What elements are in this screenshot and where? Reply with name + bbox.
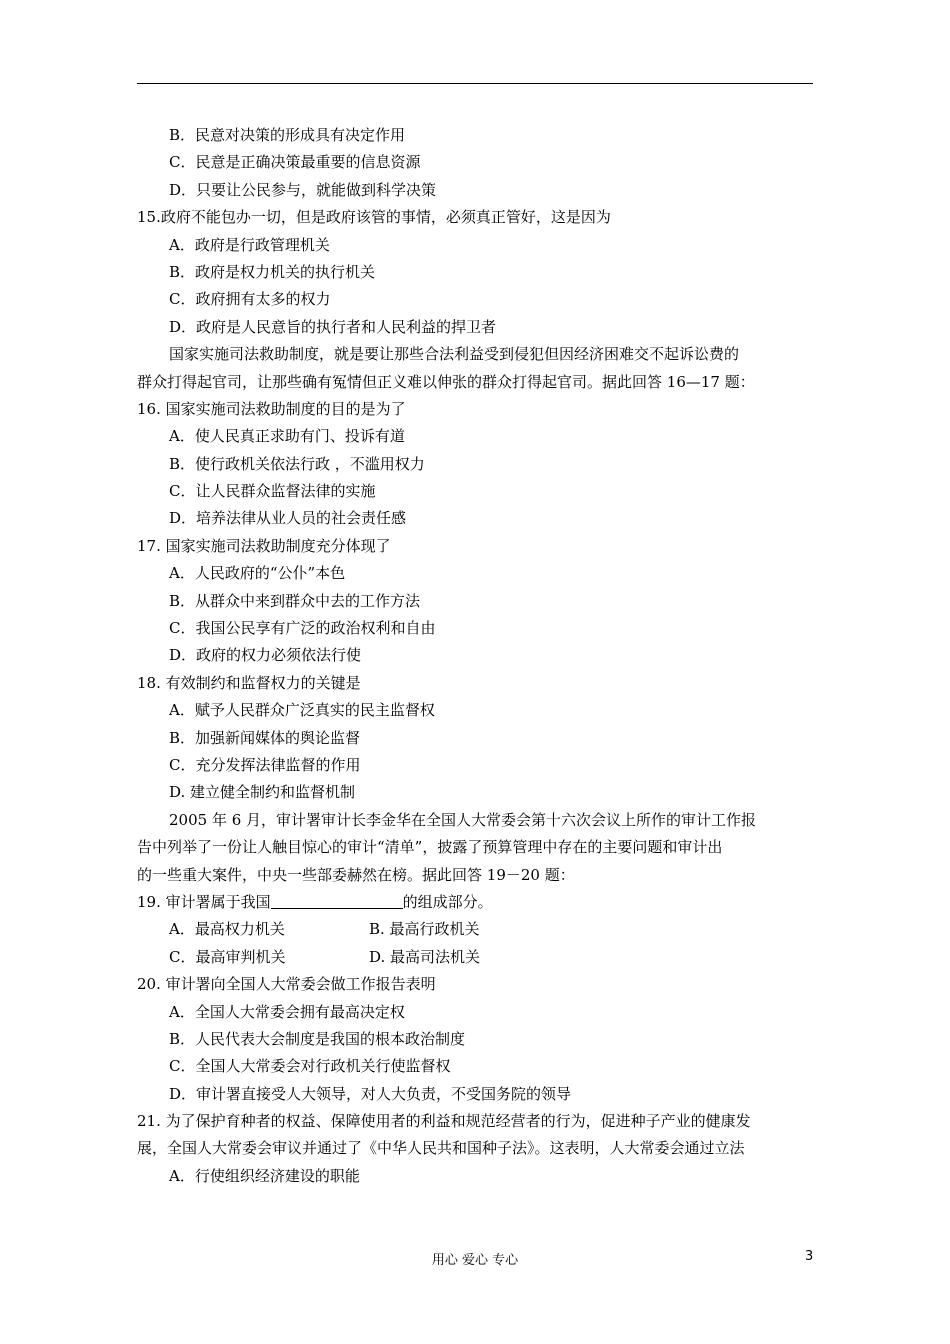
passage-16-17-line-2: 群众打得起官司，让那些确有冤情但正义难以伸张的群众打得起官司。据此回答 16—17 题： (137, 372, 755, 391)
option-19d: D. 最高司法机关 (369, 947, 481, 966)
option-20d: D．审计署直接受人大领导，对人大负责，不受国务院的领导 (169, 1084, 572, 1103)
document-body (137, 122, 817, 1190)
option-18d: D. 建立健全制约和监督机制 (169, 783, 356, 802)
option-20b: B．人民代表大会制度是我国的根本政治制度 (169, 1029, 466, 1048)
option-15c: C．政府拥有太多的权力 (169, 290, 331, 309)
passage-19-20-line-2: 告中列举了一份让人触目惊心的审计“清单”，披露了预算管理中存在的主要问题和审计出 (137, 838, 723, 857)
options-19-row-1 (137, 916, 817, 943)
option-15d: D．政府是人民意旨的执行者和人民利益的捍卫者 (169, 317, 497, 336)
option-17c: C．我国公民享有广泛的政治权利和自由 (169, 619, 436, 638)
question-20: 20. 审计署向全国人大常委会做工作报告表明 (137, 975, 436, 994)
option-18c: C．充分发挥法律监督的作用 (169, 755, 361, 774)
option-17b: B．从群众中来到群众中去的工作方法 (169, 591, 421, 610)
option-16d: D．培养法律从业人员的社会责任感 (169, 509, 407, 528)
question-19-prefix: 19. 审计署属于我国 (137, 892, 271, 911)
option-19a: A．最高权力机关 (169, 920, 285, 939)
question-17: 17. 国家实施司法救助制度充分体现了 (137, 536, 391, 555)
option-19b: B. 最高行政机关 (369, 920, 480, 939)
option-15b: B．政府是权力机关的执行机关 (169, 262, 376, 281)
option-16b: B．使行政机关依法行政 ，不滥用权力 (169, 454, 425, 473)
option-18b: B．加强新闻媒体的舆论监督 (169, 728, 361, 747)
question-19-suffix: 的组成部分。 (402, 892, 493, 911)
passage-16-17-line-1: 国家实施司法救助制度，就是要让那些合法利益受到侵犯但因经济困难交不起诉讼费的 (169, 345, 740, 364)
options-19-row-2 (137, 944, 817, 971)
option-19c: C．最高审判机关 (169, 947, 286, 966)
option-17a: A．人民政府的“公仆”本色 (169, 564, 346, 583)
option-21a: A．行使组织经济建设的职能 (169, 1166, 360, 1185)
passage-19-20-line-1: 2005 年 6 月，审计署审计长李金华在全国人大常委会第十六次会议上所作的审计工作报 (169, 810, 757, 829)
option-14b: B．民意对决策的形成具有决定作用 (169, 126, 406, 144)
footer-motto: 用心 爱心 专心 (431, 1253, 519, 1268)
header-rule (137, 83, 813, 84)
option-17d: D．政府的权力必须依法行使 (169, 646, 362, 665)
option-16c: C．让人民群众监督法律的实施 (169, 482, 376, 501)
option-18a: A．赋予人民群众广泛真实的民主监督权 (169, 701, 435, 720)
question-21-line-1: 21. 为了保护育种者的权益、保障使用者的利益和规范经营者的行为，促进种子产业的健康发 (137, 1112, 751, 1131)
option-14d: D．只要让公民参与，就能做到科学决策 (169, 180, 437, 199)
option-15a: A．政府是行政管理机关 (169, 235, 330, 254)
option-14c: C．民意是正确决策最重要的信息资源 (169, 153, 421, 172)
question-15: 15.政府不能包办一切，但是政府该管的事情，必须真正管好，这是因为 (137, 208, 611, 227)
option-20a: A．全国人大常委会拥有最高决定权 (169, 1002, 405, 1021)
passage-19-20-line-3: 的一些重大案件，中央一些部委赫然在榜。据此回答 19－20 题： (137, 865, 575, 884)
question-19 (137, 889, 817, 916)
option-16a: A．使人民真正求助有门、投诉有道 (169, 427, 405, 446)
question-16: 16. 国家实施司法救助制度的目的是为了 (137, 399, 406, 418)
option-20c: C．全国人大常委会对行政机关行使监督权 (169, 1057, 451, 1076)
question-21-line-2: 展，全国人大常委会审议并通过了《中华人民共和国种子法》。这表明，人大常委会通过立法 (137, 1139, 745, 1158)
page-number: 3 (805, 1249, 814, 1264)
answer-blank (271, 891, 403, 909)
question-18: 18. 有效制约和监督权力的关键是 (137, 673, 361, 692)
